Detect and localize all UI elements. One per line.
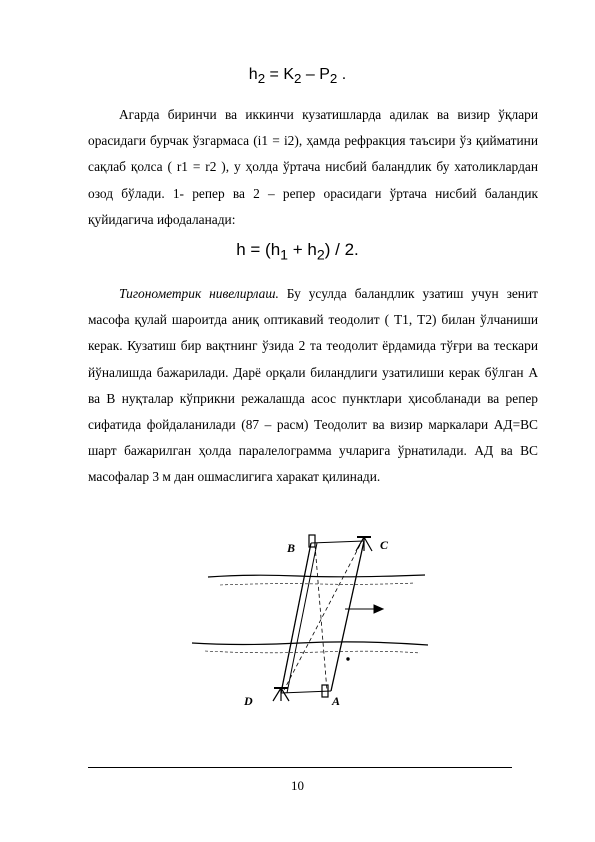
paragraph-heading: Тигонометрик нивелирлаш. — [119, 286, 279, 301]
paragraph-2 — [88, 281, 538, 491]
formula-subscript: 2 — [329, 71, 338, 87]
base-d-a — [281, 691, 331, 693]
sight-b-a — [315, 545, 327, 691]
figure-drawing — [180, 525, 430, 730]
side-b-d — [281, 543, 311, 693]
side-c-a — [331, 541, 364, 691]
label-d: D — [244, 694, 253, 708]
formula-text: = K — [265, 66, 295, 83]
formula-text: h = (h — [236, 240, 281, 259]
footer-divider — [88, 767, 512, 768]
label-c: C — [380, 538, 389, 552]
page-number: 10 — [291, 778, 304, 793]
lower-bank-line — [192, 642, 428, 645]
formula-subscript: 1 — [280, 247, 289, 264]
tripod-c — [356, 537, 372, 551]
formula-text: . — [337, 66, 347, 83]
sight-c-d — [284, 545, 360, 690]
formula-text: – P — [301, 66, 330, 83]
paragraph-1: Агарда биринчи ва иккинчи кузатишларда адилак ва визир ўқлари орасидаги бурчак ўзгармаса (i1 = i2), ҳамда рефракция таъсири ўз қийматини сақлаб қолса ( r1 = r2 ), у ҳолда ўртача нисбий баландлик бу хатоликлардан озод бўлади. 1- репер ва 2 – репер орасидаги ўртача нисбий баландик қуйидагича ифодаланади: — [88, 107, 538, 227]
base-b-c — [311, 541, 364, 543]
label-b: B — [287, 541, 296, 555]
tripod-d — [273, 688, 289, 701]
dot-mark — [347, 658, 349, 660]
river-levelling-figure — [180, 525, 430, 730]
paragraph-body: Бу усулда баландлик узатиш учун зенит масофа қулай шароитда аниқ оптикавий теодолит ( Т1, Т2) билан ўлчаниши керак. Кузатиш бир вақтнинг ўзида 2 та теодолит ёрдамида тўғри ва тескари йўналишда бажарилади. Дарё орқали биландлиги узатилиши керак бўлган А ва В нуқталар кўприкни режалашда асос пунктлари ҳисобланади ва репер сифатида фойдаланилади (87 – расм) Теодолит ва визир маркалари АД=ВС шарт бажарилган ҳолда паралелограмма учларига ўрнатилади. АД ва ВС масофалар 3 м дан ошмаслигига харакат қилинади. — [88, 286, 538, 485]
flow-arrow-head — [374, 605, 383, 613]
formula-subscript: 2 — [294, 71, 302, 87]
formula-subscript: 2 — [316, 247, 325, 264]
formula-text: + h — [288, 240, 317, 259]
side-b-d-inner — [287, 543, 317, 693]
formula-text: h — [248, 66, 258, 83]
formula-average-h — [0, 240, 595, 263]
formula-subscript: 2 — [257, 71, 266, 87]
upper-bank-hatching — [220, 583, 415, 585]
label-a: A — [332, 694, 341, 708]
formula-text: ) / 2. — [324, 240, 359, 259]
lower-bank-hatching — [205, 651, 420, 653]
upper-bank-line — [208, 575, 425, 577]
formula-h2 — [0, 66, 595, 86]
